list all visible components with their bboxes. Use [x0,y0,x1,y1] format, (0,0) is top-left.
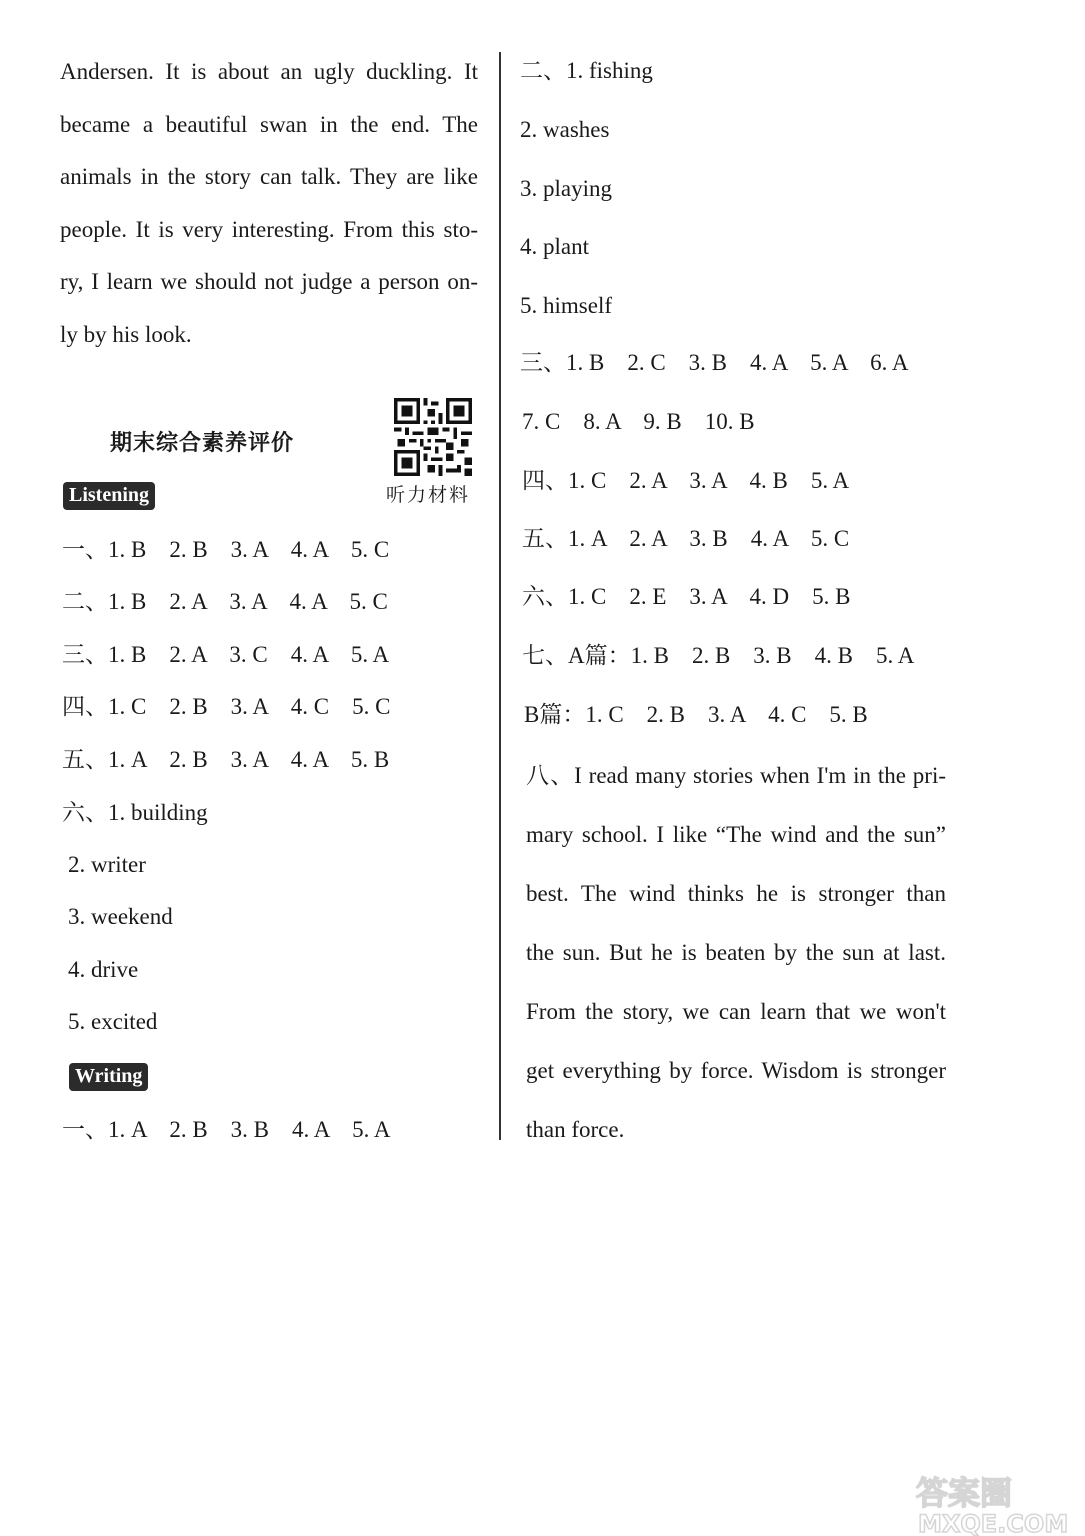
paragraph-line: Andersen. It is about an ugly duckling. It [60,59,478,84]
column-divider [499,52,501,1140]
answer-line: 二、1. fishing [520,58,653,83]
paragraph-line: became a beautiful swan in the end. The [60,111,478,137]
answer-line: 5. himself [520,293,612,318]
listening-tag: Listening [63,482,155,510]
answer-line: 一、1. B 2. B 3. A 4. A 5. C [62,537,390,562]
answer-line: 三、1. B 2. C 3. B 4. A 5. A 6. A [520,350,909,375]
answer-line: B篇：1. C 2. B 3. A 4. C 5. B [524,702,868,727]
answer-line: 四、1. C 2. B 3. A 4. C 5. C [62,694,391,719]
essay-line: mary school. I like “The wind and the sun” [526,822,946,847]
answer-line: 4. drive [68,957,139,982]
essay-line: than force. [526,1117,625,1142]
answer-line: 二、1. B 2. A 3. A 4. A 5. C [62,589,388,614]
qr-code-icon[interactable] [394,398,472,476]
answer-line: 五、1. A 2. B 3. A 4. A 5. B [62,747,390,772]
answer-line: 5. excited [68,1009,158,1034]
answer-line: 3. weekend [68,904,173,929]
essay-line: get everything by force. Wisdom is stronger [526,1058,946,1083]
paragraph-line: animals in the story can talk. They are like [60,164,478,189]
watermark-top-text: 答案圈 [916,1474,1013,1512]
watermark-bottom-text: MXQE.COM [918,1510,1069,1536]
watermark-logo-icon [912,1470,1080,1536]
answer-line: 7. C 8. A 9. B 10. B [522,409,755,434]
intro-paragraph [60,46,478,361]
essay-line: 八、I read many stories when I'm in the pri- [526,763,946,788]
essay-paragraph [526,746,946,1159]
paragraph-line: people. It is very interesting. From this sto- [60,216,478,242]
answer-line: 六、1. building [62,800,208,825]
answer-line: 一、1. A 2. B 3. B 4. A 5. A [62,1117,391,1142]
essay-line: best. The wind thinks he is stronger than [526,881,946,906]
answer-line: 三、1. B 2. A 3. C 4. A 5. A [62,642,390,667]
essay-line: From the story, we can learn that we won't [526,999,946,1024]
writing-tag: Writing [69,1063,148,1091]
answer-line: 2. writer [68,852,146,877]
answer-line: 4. plant [520,234,589,259]
section-title: 期末综合素养评价 [110,431,295,456]
qr-label: 听力材料 [386,484,471,506]
answer-line: 2. washes [520,117,610,142]
answer-line: 3. playing [520,176,612,201]
answer-line: 五、1. A 2. A 3. B 4. A 5. C [522,526,850,551]
essay-line: the sun. But he is beaten by the sun at last. [526,940,946,965]
answer-line: 四、1. C 2. A 3. A 4. B 5. A [522,468,850,493]
answer-line: 六、1. C 2. E 3. A 4. D 5. B [522,584,851,609]
paragraph-line: ly by his look. [60,321,192,347]
paragraph-line: ry, I learn we should not judge a person on- [60,269,478,294]
answer-line: 七、A篇：1. B 2. B 3. B 4. B 5. A [522,643,915,668]
